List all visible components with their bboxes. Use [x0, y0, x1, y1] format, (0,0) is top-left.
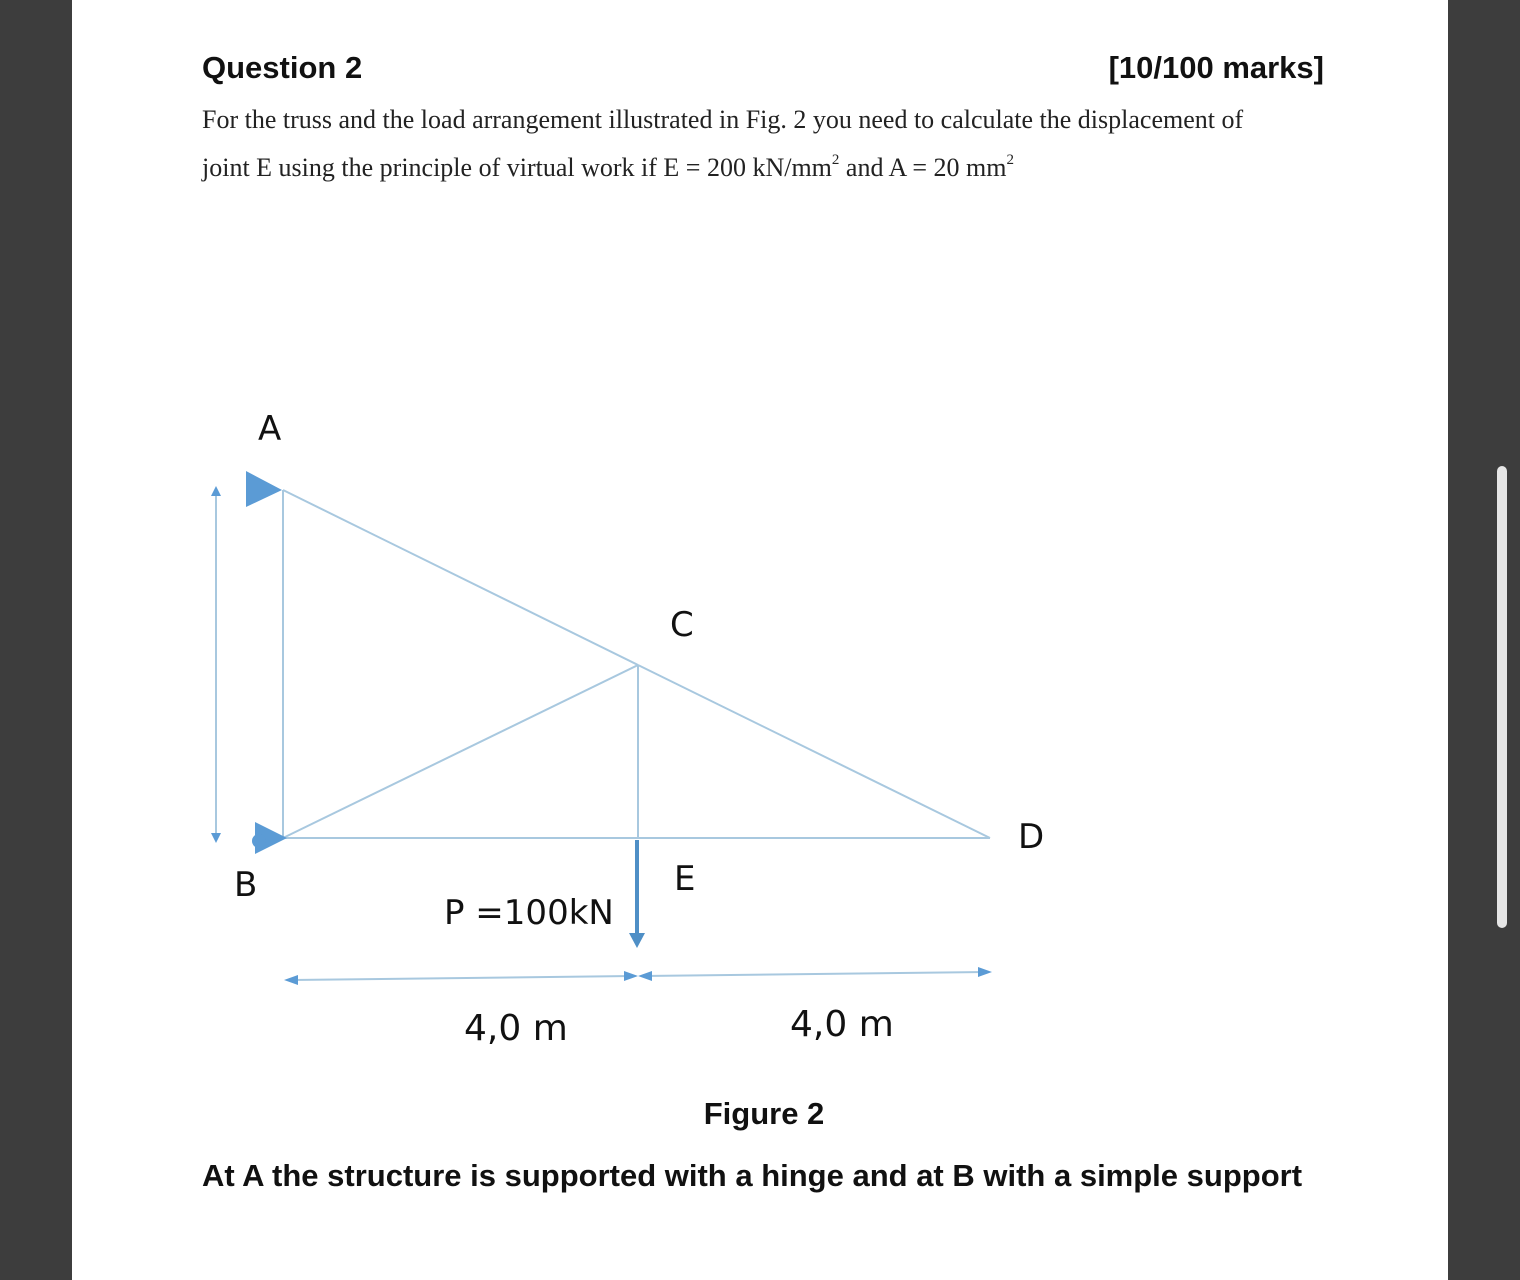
joint-label-a: A — [258, 409, 282, 449]
support-note: At A the structure is supported with a hinge and at B with a simple support — [202, 1158, 1303, 1193]
roller-support-b-wheel — [252, 834, 266, 848]
question-marks: [10/100 marks] — [1108, 50, 1324, 85]
joint-label-b: B — [234, 865, 258, 905]
dimension-label-right: 4,0 m — [790, 1004, 894, 1045]
question-text-line-2b: and A = 20 mm — [839, 153, 1007, 182]
dimension-label-left: 4,0 m — [464, 1008, 568, 1049]
height-arrowhead-top — [211, 486, 221, 496]
truss-figure — [72, 0, 1448, 1280]
dim-right-arrowhead-end — [978, 967, 992, 977]
load-arrowhead — [629, 933, 645, 948]
question-text-line-1: For the truss and the load arrangement illustrated in Fig. 2 you need to calculate the displacement of — [202, 105, 1244, 134]
dimension-arrow-right — [644, 972, 986, 976]
height-arrowhead-bottom — [211, 833, 221, 843]
load-label: P =100kN — [444, 893, 614, 933]
joint-label-c: C — [670, 605, 694, 645]
dimension-arrow-left — [292, 976, 632, 980]
member-cd — [638, 665, 990, 838]
joint-label-d: D — [1018, 817, 1045, 857]
member-ac — [283, 490, 638, 665]
dim-right-arrowhead-start — [638, 971, 652, 981]
dim-left-arrowhead-end — [624, 971, 638, 981]
document-page — [72, 0, 1448, 1280]
figure-caption: Figure 2 — [703, 1096, 825, 1131]
question-title: Question 2 — [202, 50, 363, 85]
member-bc — [283, 665, 638, 838]
question-text-line-2a: joint E using the principle of virtual work if E = 200 kN/mm — [202, 153, 832, 182]
dim-left-arrowhead-start — [284, 975, 298, 985]
hinge-support-a — [246, 471, 282, 507]
superscript-1: 2 — [831, 152, 840, 169]
superscript-2: 2 — [1006, 152, 1014, 169]
joint-label-e: E — [674, 859, 696, 899]
scrollbar-thumb[interactable] — [1497, 466, 1507, 928]
